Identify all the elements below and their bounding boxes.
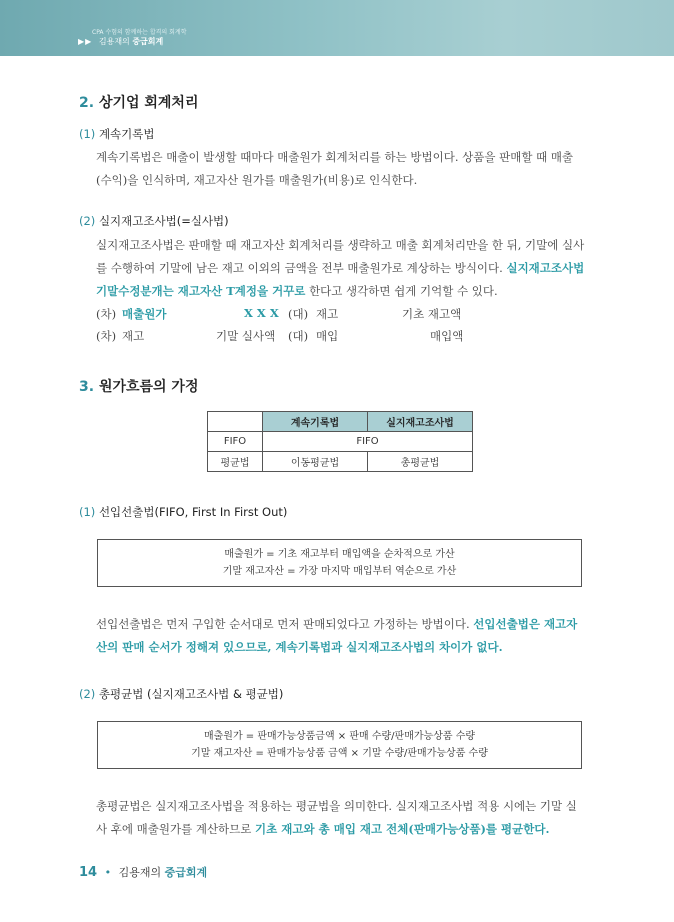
table-corner-cell (208, 412, 263, 432)
page-number: 14 (79, 865, 98, 880)
breadcrumb-author: 김용재의 (98, 37, 130, 46)
table-row (208, 432, 473, 452)
section-2-2-heading: (2) 실지재고조사법(=실사법) (79, 214, 229, 228)
section-2-heading: 2. 상기업 회계처리 (79, 95, 199, 111)
cost-flow-table (207, 411, 473, 472)
footer-title: 중급회계 (164, 866, 208, 879)
section-3-1-heading: (1) 선입선출법(FIFO, First In First Out) (79, 505, 288, 519)
formula-line: 매출원가 = 기초 재고부터 매입액을 순차적으로 가산 (224, 549, 455, 560)
breadcrumb (78, 36, 163, 47)
section-2-2-paragraph: 실지재고조사법은 판매할 때 재고자산 회계처리를 생략하고 매출 회계처리만을 한 뒤, 기말에 실사를 수행하여 기말에 남은 재고 이외의 금액을 전부 매출원가로 계상하는 방식이다. 실지재고조사법 기말수정분개는 재고자산 T계정을 거꾸로 한다고 생각하면 쉽게 기억할 수 있다. (96, 238, 585, 298)
breadcrumb-arrows-icon: ▶▶ (78, 37, 93, 46)
fifo-formula-box (97, 539, 582, 587)
page-header-banner (0, 0, 674, 56)
highlight-text: 실지재고조사법 기말수정분개는 재고자산 T계정을 거꾸로 (96, 261, 585, 298)
table-header-cell: 실지재고조사법 (368, 412, 473, 432)
footer-author: 김용재의 (118, 866, 162, 879)
table-cell: 총평균법 (368, 452, 473, 472)
formula-line: 매출원가 = 판매가능상품금액 × 판매 수량/판매가능상품 수량 (203, 731, 476, 742)
section-3-1-paragraph: 선입선출법은 먼저 구입한 순서대로 먼저 판매되었다고 가정하는 방법이다. 선입선출법은 재고자산의 판매 순서가 정해져 있으므로, 계속기록법과 실지재고조사법의 차이가 없다. (96, 617, 578, 654)
page-footer (79, 864, 207, 880)
section-3-2-heading: (2) 총평균법 (실지재고조사법 & 평균법) (79, 687, 284, 701)
section-2-1-heading: (1) 계속기록법 (79, 127, 155, 141)
table-header-row (208, 412, 473, 432)
bullet-icon: • (104, 866, 112, 879)
table-cell: FIFO (263, 432, 473, 452)
average-formula-box (97, 721, 582, 769)
highlight-text: 기초 재고와 총 매입 재고 전체(판매가능상품)를 평균한다. (255, 822, 550, 836)
formula-line: 기말 재고자산 = 가장 마지막 매입부터 역순으로 가산 (222, 566, 457, 577)
table-row-label: FIFO (208, 432, 263, 452)
table-row-label: 평균법 (208, 452, 263, 472)
table-header-cell: 계속기록법 (263, 412, 368, 432)
table-cell: 이동평균법 (263, 452, 368, 472)
breadcrumb-title: 중급회계 (132, 37, 164, 46)
section-3-heading: 3. 원가흐름의 가정 (79, 379, 199, 395)
table-row (208, 452, 473, 472)
header-tagline: CPA 수험의 함께하는 합격의 회계학 (92, 29, 187, 36)
highlight-text: 선입선출법은 재고자산의 판매 순서가 정해져 있으므로, 계속기록법과 실지재고조사법의 차이가 없다. (96, 617, 578, 654)
section-3-2-paragraph: 총평균법은 실지재고조사법을 적용하는 평균법을 의미한다. 실지재고조사법 적용 시에는 기말 실사 후에 매출원가를 계산하므로 기초 재고와 총 매입 재고 전체(판매가능상품)를 평균한다. (96, 799, 577, 836)
section-2-1-paragraph: 계속기록법은 매출이 발생할 때마다 매출원가 회계처리를 하는 방법이다. 상품을 판매할 때 매출(수익)을 인식하며, 재고자산 원가를 매출원가(비용)로 인식한다. (96, 150, 574, 187)
formula-line: 기말 재고자산 = 판매가능상품 금액 × 기말 수량/판매가능상품 수량 (191, 748, 488, 759)
